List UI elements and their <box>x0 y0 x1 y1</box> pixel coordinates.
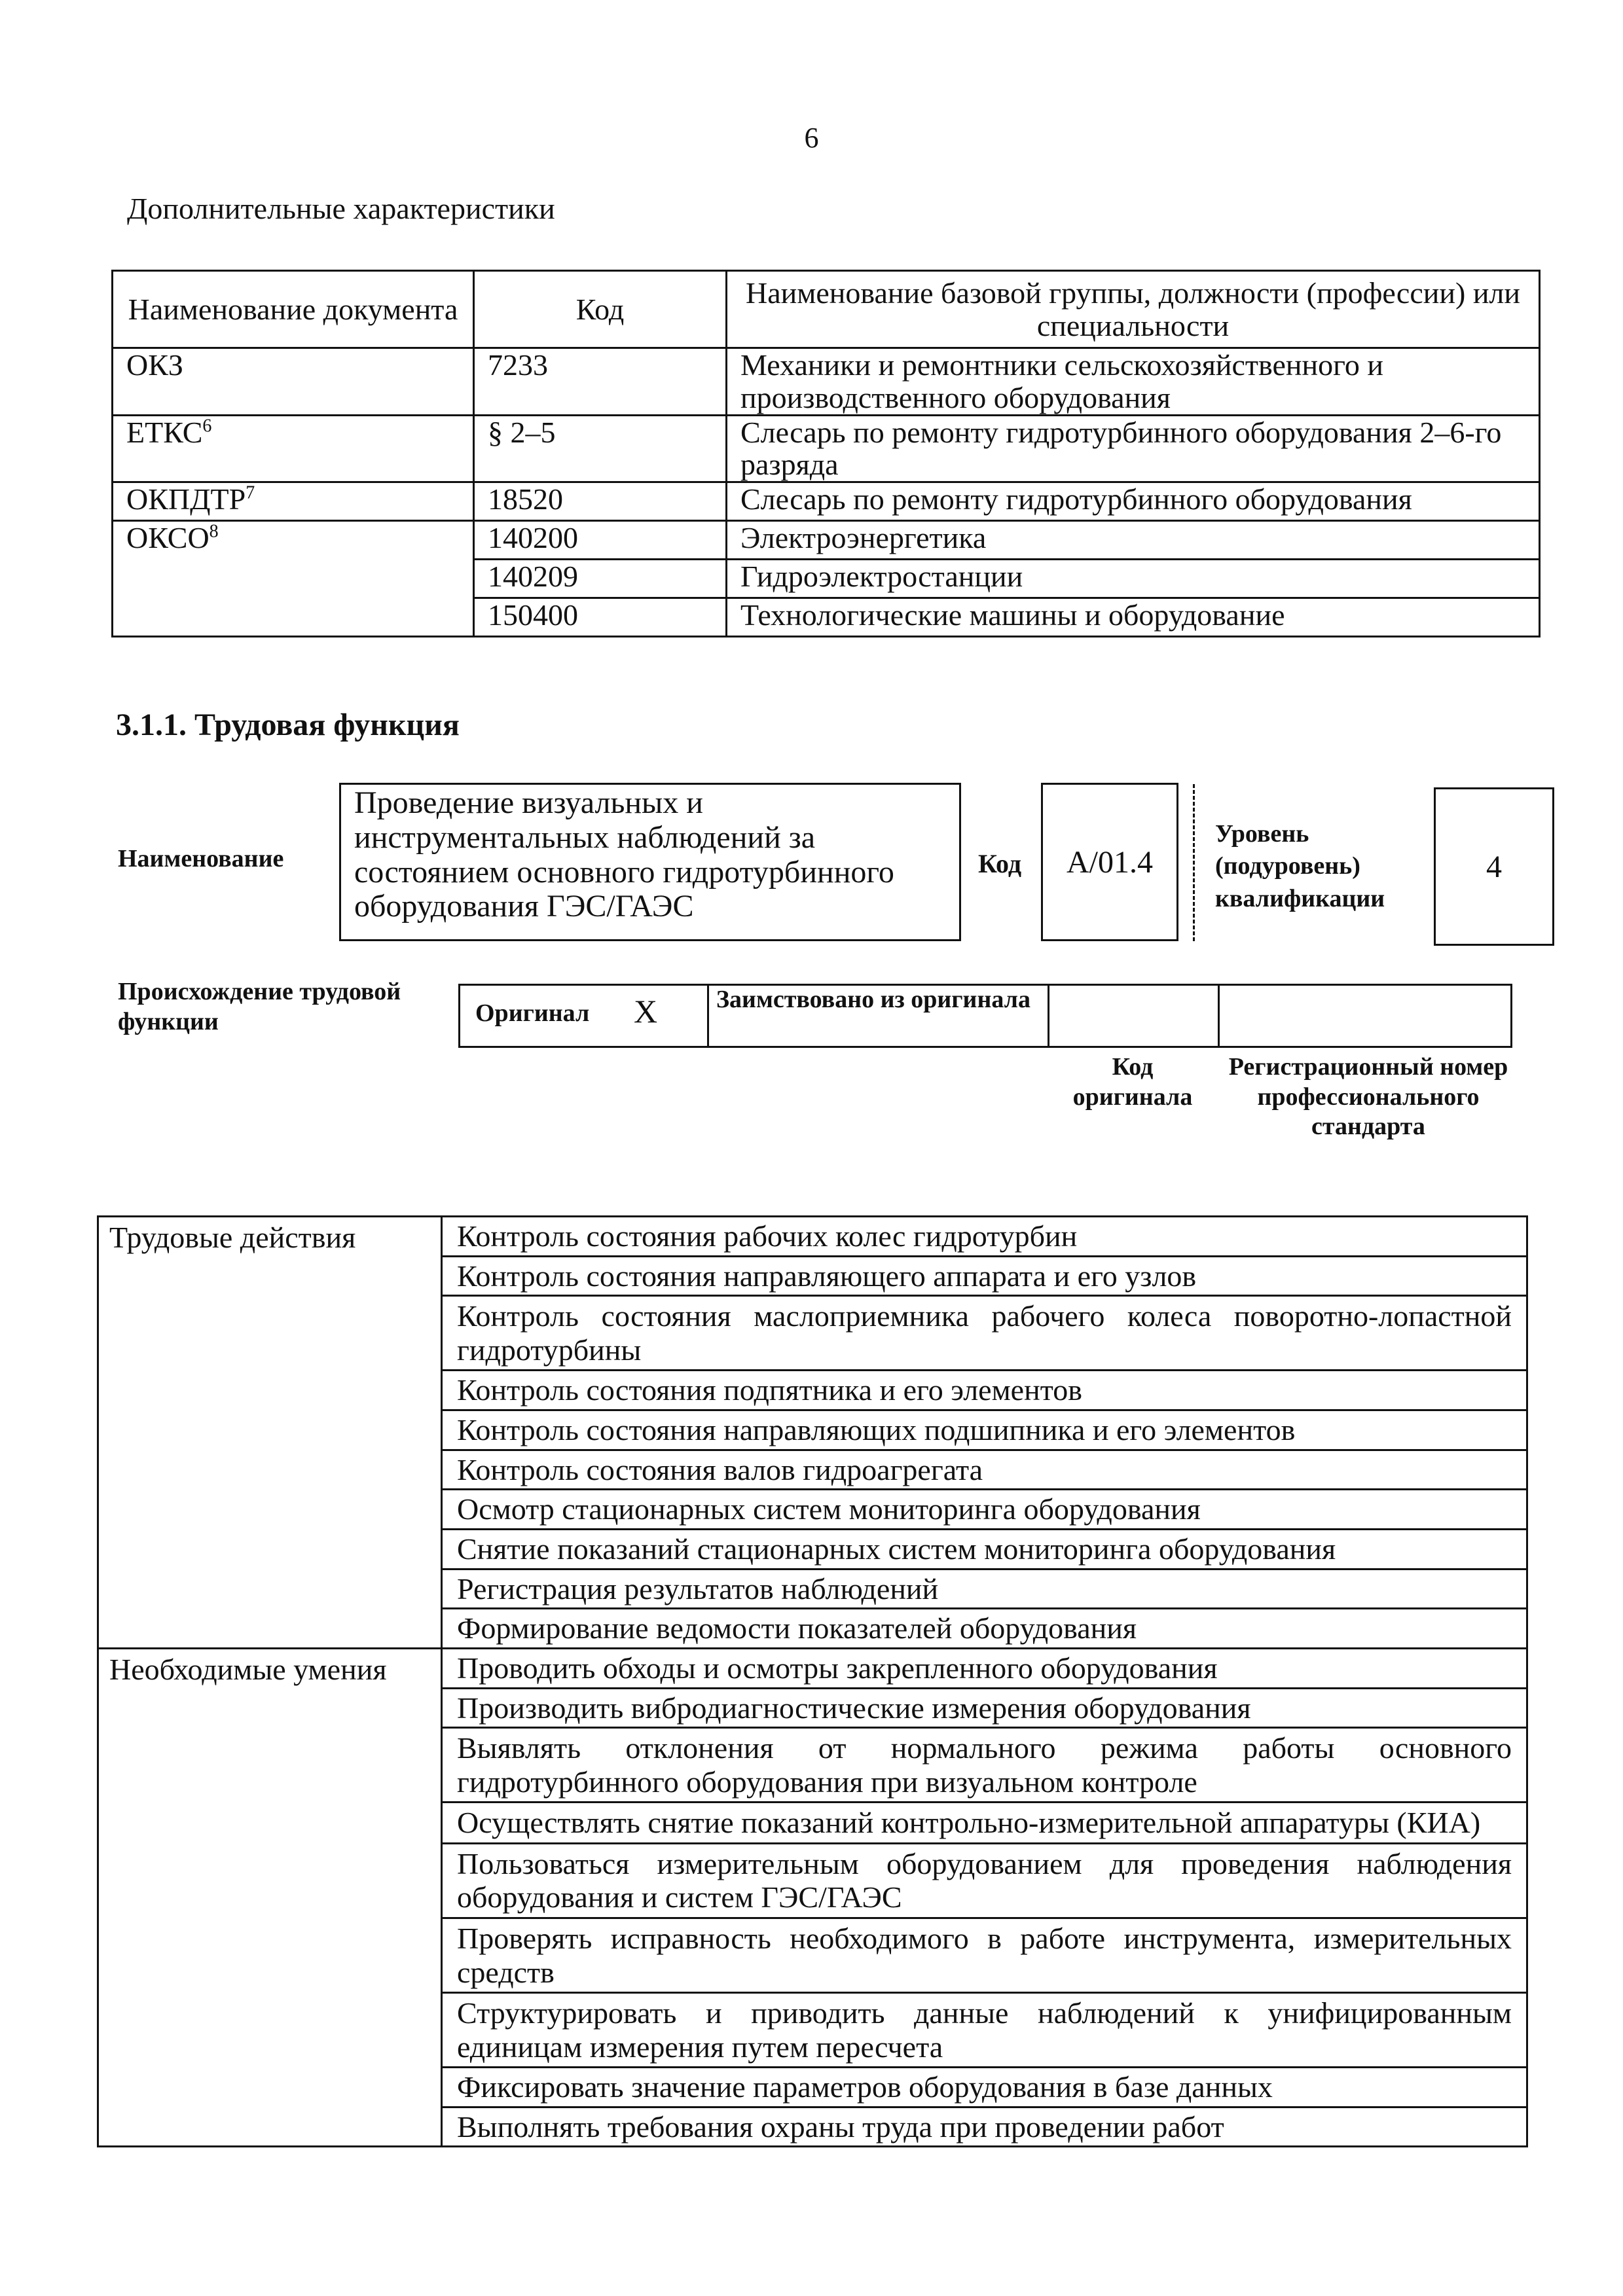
code-cell: 18520 <box>474 482 727 521</box>
skill-item: Производить вибродиагностические измерения оборудования <box>442 1688 1527 1728</box>
page-number: 6 <box>804 122 819 154</box>
additional-characteristics-table <box>111 270 1541 637</box>
doc-cell: ЕТКС$^6$ <box>113 415 474 482</box>
header-code: Код <box>474 271 727 348</box>
skill-item: Осуществлять снятие показаний контрольно-измерительной аппаратуры (КИА) <box>442 1803 1527 1844</box>
code-original-caption: Код оригинала <box>1072 1053 1193 1111</box>
skill-item: Выполнять требования охраны труда при проведении работ <box>442 2107 1527 2147</box>
table-header-row <box>113 271 1540 348</box>
code-cell: 150400 <box>474 598 727 637</box>
skill-item: Пользоваться измерительным оборудованием для проведения наблюдения оборудования и систем ГЭС/ГАЭС <box>442 1843 1527 1918</box>
section-heading: Дополнительные характеристики <box>127 192 555 225</box>
skill-item: Проводить обходы и осмотры закрепленного оборудования <box>442 1649 1527 1689</box>
labor-function-code: А/01.4 <box>1041 783 1178 941</box>
origin-label: Происхождение трудовой функции <box>118 978 401 1035</box>
labor-action-item: Регистрация результатов наблюдений <box>442 1569 1527 1609</box>
dashed-separator <box>1193 784 1195 941</box>
footnote-mark: 6 <box>202 416 212 437</box>
skill-item: Проверять исправность необходимого в работе инструмента, измерительных средств <box>442 1918 1527 1993</box>
doc-cell: ОКЗ <box>113 348 474 415</box>
footnote-mark: 8 <box>209 521 219 542</box>
borrowed-label: Заимствовано из оригинала <box>716 986 1030 1013</box>
divider <box>1218 984 1220 1048</box>
actions-skills-table <box>97 1215 1528 2147</box>
labor-action-item: Контроль состояния валов гидроагрегата <box>442 1450 1527 1490</box>
table-row <box>98 1649 1527 1689</box>
table-row <box>113 415 1540 482</box>
doc-cell: ОКПДТР$^7$ <box>113 482 474 521</box>
table-row <box>113 348 1540 415</box>
name-cell: Механики и ремонтники сельскохозяйственного и производственного оборудования <box>727 348 1540 415</box>
code-cell: 140200 <box>474 521 727 560</box>
divider <box>707 984 709 1048</box>
labor-action-item: Осмотр стационарных систем мониторинга оборудования <box>442 1490 1527 1530</box>
name-cell: Технологические машины и оборудование <box>727 598 1540 637</box>
name-cell: Гидроэлектростанции <box>727 560 1540 598</box>
header-group-name: Наименование базовой группы, должности (профессии) или специальности <box>727 271 1540 348</box>
original-mark: X <box>634 993 658 1030</box>
labor-action-item: Контроль состояния направляющих подшипника и его элементов <box>442 1410 1527 1450</box>
skill-item: Выявлять отклонения от нормального режима работы основного гидротурбинного оборудования при визуальном контроле <box>442 1728 1527 1803</box>
doc-cell: ОКСО$^8$ <box>113 521 474 637</box>
qualification-level-value: 4 <box>1434 787 1554 946</box>
reg-number-caption: Регистрационный номер профессионального стандарта <box>1228 1053 1508 1141</box>
code-label: Код <box>978 849 1022 878</box>
footnote-mark: 7 <box>246 482 255 503</box>
code-cell: § 2–5 <box>474 415 727 482</box>
skill-item: Структурировать и приводить данные наблюдений к унифицированным единицам измерения путем пересчета <box>442 1993 1527 2068</box>
name-cell: Электроэнергетика <box>727 521 1540 560</box>
header-document: Наименование документа <box>113 271 474 348</box>
labor-action-item: Формирование ведомости показателей оборудования <box>442 1609 1527 1649</box>
code-cell: 140209 <box>474 560 727 598</box>
skill-item: Фиксировать значение параметров оборудования в базе данных <box>442 2068 1527 2108</box>
table-row <box>113 521 1540 560</box>
labor-action-item: Контроль состояния подпятника и его элементов <box>442 1371 1527 1410</box>
name-cell: Слесарь по ремонту гидротурбинного оборудования 2–6-го разряда <box>727 415 1540 482</box>
labor-function-title: 3.1.1. Трудовая функция <box>116 708 460 742</box>
table-row <box>98 1217 1527 1257</box>
labor-function-name: Проведение визуальных и инструментальных наблюдений за состоянием основного гидротурбинного оборудования ГЭС/ГАЭС <box>339 783 961 941</box>
original-label: Оригинал <box>475 999 590 1027</box>
table-row <box>113 482 1540 521</box>
labor-actions-label: Трудовые действия <box>98 1217 442 1649</box>
labor-action-item: Контроль состояния маслоприемника рабочего колеса поворотно-лопастной гидротурбины <box>442 1296 1527 1371</box>
labor-action-item: Контроль состояния рабочих колес гидротурбин <box>442 1217 1527 1257</box>
qualification-level-label: Уровень (подуровень) квалификации <box>1215 820 1385 912</box>
name-cell: Слесарь по ремонту гидротурбинного оборудования <box>727 482 1540 521</box>
code-cell: 7233 <box>474 348 727 415</box>
labor-action-item: Снятие показаний стационарных систем мониторинга оборудования <box>442 1530 1527 1570</box>
labor-action-item: Контроль состояния направляющего аппарата и его узлов <box>442 1256 1527 1296</box>
name-label: Наименование <box>118 845 284 872</box>
required-skills-label: Необходимые умения <box>98 1649 442 2147</box>
divider <box>1048 984 1049 1048</box>
